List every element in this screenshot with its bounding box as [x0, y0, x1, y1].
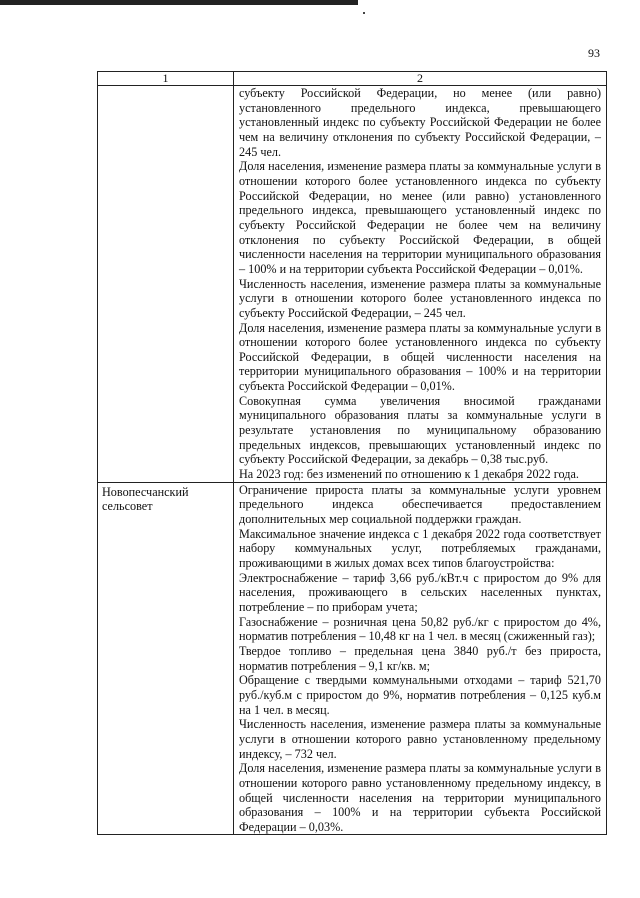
paragraph: Доля населения, изменение размера платы за коммунальные услуги в отношении которого более установленного индекса по субъекту Российской Федерации, в общей численности населения на территории муниципального образования – 100% и на территории субъекта Российской Федерации – 0,01%. — [239, 320, 601, 394]
paragraph: Численность населения, изменение размера платы за коммунальные услуги в отношении которого более установленного индекса по субъекту Российской Федерации, – 245 чел. — [239, 276, 601, 320]
paragraph: Доля населения, изменение размера платы за коммунальные услуги в отношении которого более установленного индекса по субъекту Российской Федерации, но менее (или равно) установленного предельного индекса, превышающего установленный индекс по субъекту Российской Федерации не более чем на величину отклонения по субъекту Российской Федерации, в общей численности населения на территории муниципального образования – 100% и на территории субъекта Российской Федерации – 0,01%. — [239, 159, 601, 276]
table-row — [98, 86, 607, 483]
document-table — [97, 71, 607, 835]
paragraph: Численность населения, изменение размера платы за коммунальные услуги в отношении которого равно установленному предельному индексу, – 732 чел. — [239, 717, 601, 761]
row-label: Новопесчанский сельсовет — [98, 482, 234, 835]
column-header-2: 2 — [234, 72, 607, 86]
paragraph: Ограничение прироста платы за коммунальные услуги уровнем предельного индекса обеспечивается предоставлением дополнительных мер социальной поддержки граждан. — [239, 482, 601, 527]
paragraph: На 2023 год: без изменений по отношению к 1 декабря 2022 года. — [239, 467, 579, 482]
page-number: 93 — [588, 46, 600, 60]
paragraph: Доля населения, изменение размера платы за коммунальные услуги в отношении которого равно установленному предельному индексу, в общей численности населения на территории муниципального образования – 100% и на территории субъекта Российской Федерации – 0,03%. — [239, 761, 601, 834]
table-row — [98, 482, 607, 835]
paragraph: субъекту Российской Федерации, но менее (или равно) установленного предельного индекса, превышающего установленный индекс по субъекту Российской Федерации не более чем на величину отклонения по субъекту Российской Федерации, – 245 чел. — [239, 86, 601, 159]
column-header-1: 1 — [98, 72, 234, 86]
paragraph: Совокупная сумма увеличения вносимой гражданами муниципального образования платы за коммунальные услуги в результате установления по муниципальному образованию предельных индексов, превышающих установленный индекс по субъекту Российской Федерации, за декабрь – 0,38 тыс.руб. — [239, 393, 601, 467]
row-content — [234, 482, 607, 835]
scan-edge-artifact — [0, 0, 358, 5]
paragraph: Обращение с твердыми коммунальными отходами – тариф 521,70 руб./куб.м с приростом до 9%, норматив потребления – 0,125 куб.м на 1 чел. в месяц. — [239, 673, 601, 717]
row-content — [234, 86, 607, 483]
paragraph: Газоснабжение – розничная цена 50,82 руб./кг с приростом до 4%, норматив потребления – 10,48 кг на 1 чел. в месяц (сжиженный газ); — [239, 614, 601, 644]
paragraph: Максимальное значение индекса с 1 декабря 2022 года соответствует набору коммунальных услуг, потребляемых гражданами, проживающими в жилых домах всех типов благоустройства: — [239, 526, 601, 570]
paragraph: Твердое топливо – предельная цена 3840 руб./т без прироста, норматив потребления – 9,1 кг/кв. м; — [239, 643, 601, 673]
scan-dot-artifact — [363, 12, 365, 14]
table-header-row — [98, 72, 607, 86]
paragraph: Электроснабжение – тариф 3,66 руб./кВт.ч с приростом до 9% для населения, проживающего в сельских населенных пунктах, потребление – по приборам учета; — [239, 570, 601, 614]
row-label — [98, 86, 234, 483]
